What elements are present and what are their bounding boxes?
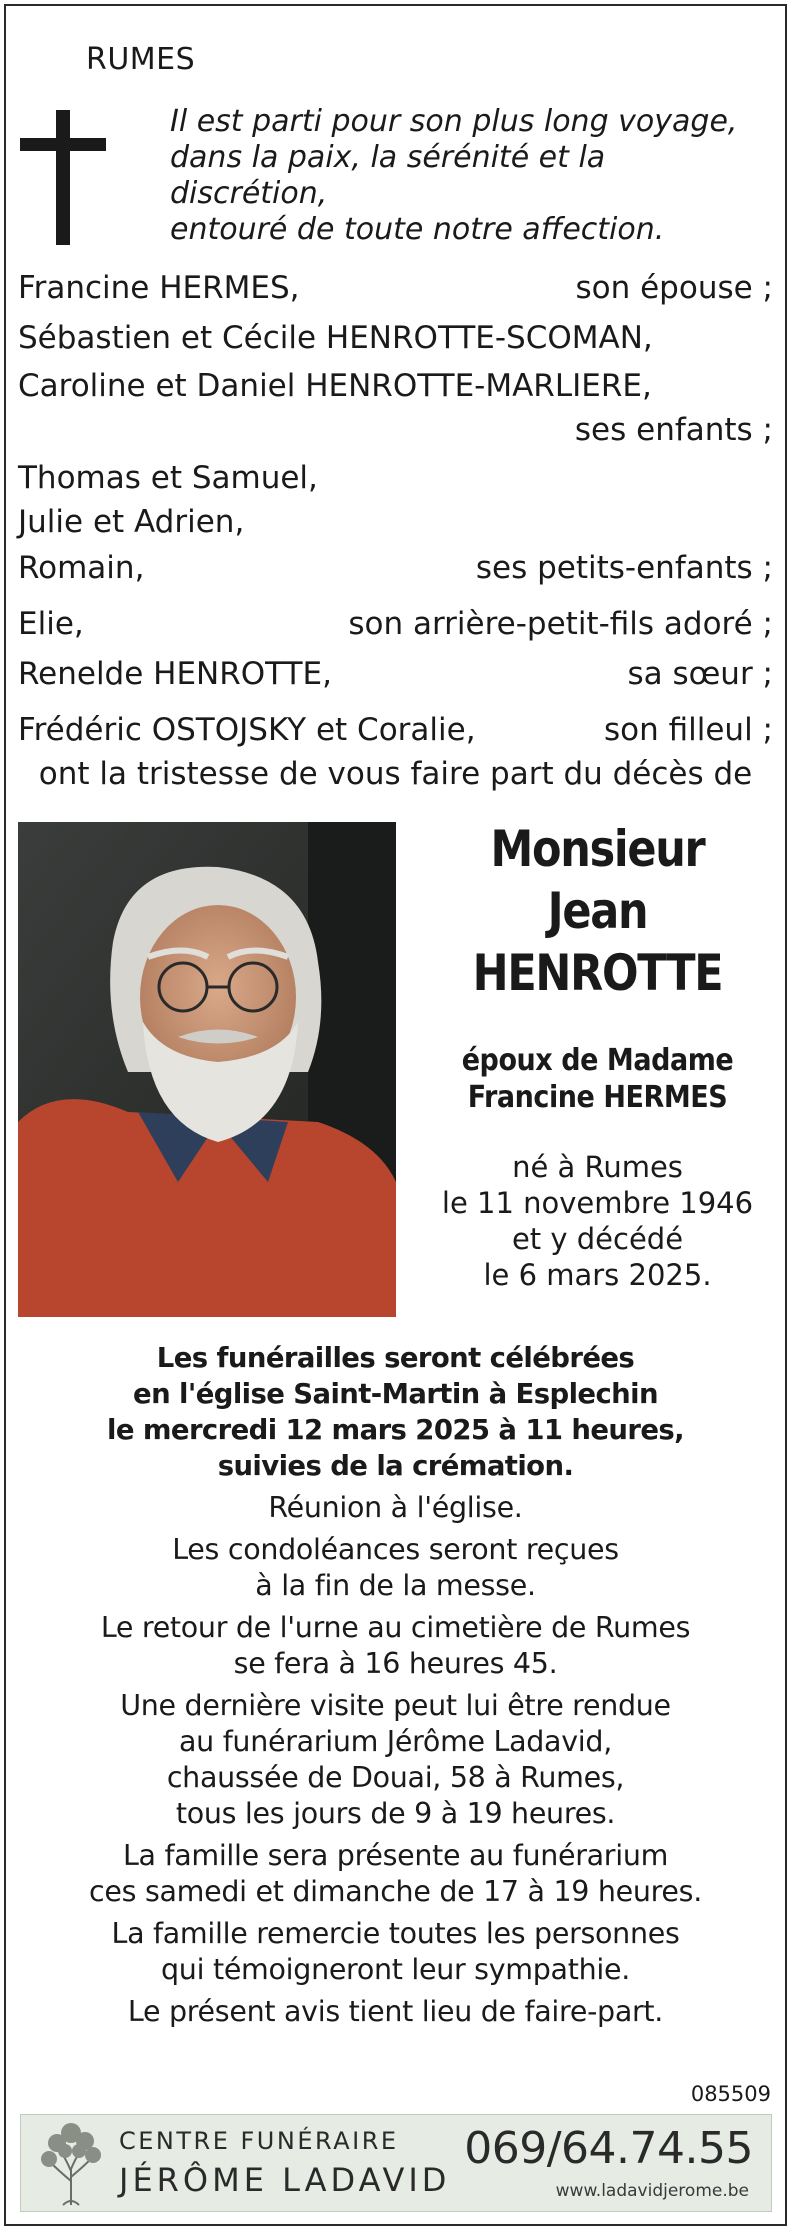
family-name: Renelde HENROTTE, — [18, 656, 332, 692]
spouse-line: époux de Madame — [461, 1043, 734, 1078]
website-link[interactable]: www.ladavidjerome.be — [555, 2181, 749, 2201]
family-relation: son épouse ; — [575, 270, 773, 306]
info-line: Une dernière visite peut lui être rendue — [120, 1689, 671, 1722]
family-name: Elie, — [18, 606, 84, 642]
quote-line: dans la paix, la sérénité et la discrétion, — [170, 140, 606, 211]
info-line: La famille remercie toutes les personnes — [111, 1917, 680, 1950]
family-row — [18, 502, 773, 542]
info-line: à la fin de la messe. — [255, 1569, 536, 1602]
family-name: Caroline et Daniel HENROTTE-MARLIERE, — [18, 368, 652, 404]
brand-line-2: JÉRÔME LADAVID — [119, 2161, 451, 2199]
portrait-photo — [18, 822, 396, 1317]
info-line: Le présent avis tient lieu de faire-part. — [127, 1995, 664, 2028]
deceased-first-name: Jean — [547, 882, 648, 940]
family-row — [18, 268, 773, 308]
location-label: RUMES — [86, 42, 196, 77]
family-name: Romain, — [18, 550, 145, 586]
info-line: qui témoigneront leur sympathie. — [161, 1953, 630, 1986]
info-line: ces samedi et dimanche de 17 à 19 heures. — [89, 1875, 702, 1908]
info-paragraph — [0, 1490, 791, 1526]
family-row — [18, 410, 773, 450]
ceremony-line: le mercredi 12 mars 2025 à 11 heures, — [107, 1414, 684, 1446]
info-line: tous les jours de 9 à 19 heures. — [175, 1797, 616, 1830]
date-line: né à Rumes — [512, 1150, 683, 1184]
family-row — [18, 604, 773, 644]
info-line: au funérarium Jérôme Ladavid, — [179, 1725, 612, 1758]
family-name: Thomas et Samuel, — [18, 460, 318, 496]
ceremony-line: Les funérailles seront célébrées — [156, 1342, 635, 1374]
info-paragraph — [0, 1916, 791, 1988]
family-relation: son arrière-petit-fils adoré ; — [348, 606, 773, 642]
deceased-block — [410, 818, 785, 1293]
date-line: le 6 mars 2025. — [483, 1258, 712, 1292]
family-name: Sébastien et Cécile HENROTTE-SCOMAN, — [18, 320, 653, 356]
info-paragraph — [0, 1532, 791, 1604]
deceased-last-name: HENROTTE — [472, 944, 723, 1002]
cross-icon — [20, 110, 120, 245]
info-paragraph — [0, 1610, 791, 1682]
family-row — [18, 318, 773, 358]
family-name: Francine HERMES, — [18, 270, 300, 306]
spouse-line: Francine HERMES — [467, 1080, 728, 1115]
family-row — [18, 458, 773, 498]
info-line: Les condoléances seront reçues — [172, 1533, 619, 1566]
deceased-title: Monsieur — [490, 820, 705, 878]
tree-icon — [35, 2121, 107, 2207]
info-paragraph — [0, 1994, 791, 2030]
family-relation: ses petits-enfants ; — [475, 550, 773, 586]
family-row — [18, 366, 773, 406]
info-line: chaussée de Douai, 58 à Rumes, — [166, 1761, 625, 1794]
info-line: se fera à 16 heures 45. — [233, 1647, 558, 1680]
info-paragraph — [0, 1688, 791, 1832]
announcement-text: ont la tristesse de vous faire part du décès de — [38, 756, 753, 792]
ceremony-line: suivies de la crémation. — [217, 1450, 574, 1482]
family-relation: sa sœur ; — [627, 656, 773, 692]
family-relation: ses enfants ; — [574, 412, 773, 448]
ceremony-line: en l'église Saint-Martin à Esplechin — [133, 1378, 658, 1410]
family-row — [18, 654, 773, 694]
quote-line: Il est parti pour son plus long voyage, — [170, 104, 738, 139]
phone-number: 069/64.74.55 — [464, 2123, 753, 2174]
quote-line: entouré de toute notre affection. — [170, 212, 665, 247]
birth-death-info — [410, 1149, 785, 1293]
family-name: Frédéric OSTOJSKY et Coralie, — [18, 712, 476, 748]
brand-line-1: CENTRE FUNÉRAIRE — [119, 2127, 399, 2155]
date-line: et y décédé — [511, 1222, 684, 1256]
info-line: Réunion à l'église. — [268, 1491, 523, 1524]
date-line: le 11 novembre 1946 — [441, 1186, 754, 1220]
ceremony-info — [0, 1340, 791, 1484]
funeral-home-banner — [20, 2114, 772, 2212]
funeral-details — [0, 1340, 791, 2030]
family-name: Julie et Adrien, — [18, 504, 245, 540]
info-line: Le retour de l'urne au cimetière de Rumes — [100, 1611, 691, 1644]
spouse-info — [429, 1042, 767, 1116]
info-paragraph — [0, 1838, 791, 1910]
family-row — [18, 710, 773, 750]
family-relation: son filleul ; — [603, 712, 773, 748]
family-row — [18, 548, 773, 588]
info-line: La famille sera présente au funérarium — [122, 1839, 669, 1872]
epitaph-quote — [170, 104, 770, 248]
reference-number: 085509 — [690, 2082, 771, 2106]
